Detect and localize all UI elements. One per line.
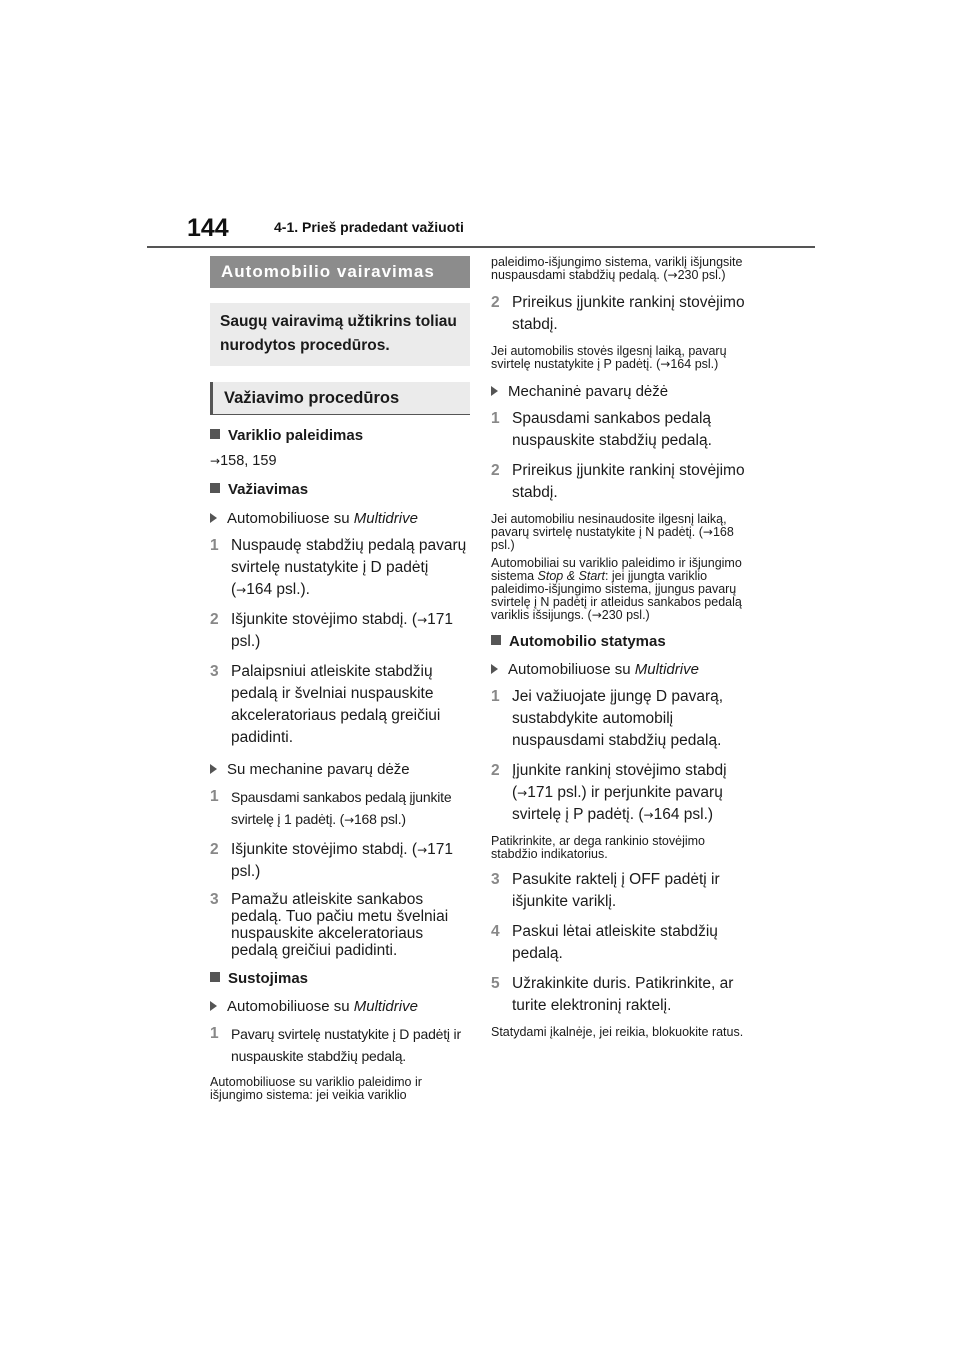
- step-item: 2 Išjunkite stovėjimo stabdį. (→171 psl.): [210, 841, 454, 880]
- step-item: 2 Prireikus įjunkite rankinį stovėjimo stabdį.: [491, 462, 745, 501]
- step-item: 3 Pamažu atleiskite sankabos pedalą. Tuo pačiu metu švelniai nuspauskite akceleratoriaus pedalą greičiui padidinti.: [210, 891, 449, 959]
- triangle-bullet-icon: [210, 764, 217, 774]
- step-item: 1 Spausdami sankabos pedalą nuspauskite stabdžių pedalą.: [491, 410, 712, 449]
- step-item: 1 Nuspaudę stabdžių pedalą pavarų svirtelę nustatykite į D padėtį (→164 psl.).: [210, 537, 467, 598]
- triangle-bullet-icon: [491, 664, 498, 674]
- banner-automobilio-vairavimas: Automobilio vairavimas: [210, 256, 470, 288]
- note-text: Jei automobilis stovės ilgesnį laiką, pavarų svirtelę nustatykite į P padėtį. (→164 psl.): [491, 344, 727, 371]
- heading-variklio-paleidimas: Variklio paleidimas: [210, 427, 470, 444]
- subheading-manual-stop: Mechaninė pavarų dėžė: [491, 383, 753, 400]
- note-text: Statydami įkalnėje, jei reikia, blokuokite ratus.: [491, 1025, 744, 1039]
- section-title: 4-1. Prieš pradedant važiuoti: [274, 219, 464, 235]
- step-item: 2 Prireikus įjunkite rankinį stovėjimo stabdį.: [491, 294, 745, 333]
- step-item: 3 Palaipsniui atleiskite stabdžių pedalą ir švelniai nuspauskite akceleratoriaus pedalą greičiui padidinti.: [210, 663, 441, 746]
- step-item: 5 Užrakinkite duris. Patikrinkite, ar turite elektroninį raktelį.: [491, 975, 734, 1014]
- triangle-bullet-icon: [210, 1001, 217, 1011]
- left-column: [210, 256, 470, 1102]
- square-bullet-icon: [210, 429, 220, 439]
- step-item: 1 Pavarų svirtelę nustatykite į D padėtį ir nuspauskite stabdžių pedalą.: [210, 1025, 461, 1064]
- step-item: 1 Jei važiuojate įjungę D pavarą, sustabdykite automobilį nuspausdami stabdžių pedalą.: [491, 688, 724, 749]
- intro-box: Saugų vairavimą užtikrins toliau nurodytos procedūros.: [210, 303, 470, 366]
- page-number: 144: [187, 214, 229, 242]
- step-item: 2 Išjunkite stovėjimo stabdį. (→171 psl.): [210, 611, 454, 650]
- heading-vaziavimas: Važiavimas: [210, 481, 470, 498]
- square-bullet-icon: [210, 483, 220, 493]
- square-bullet-icon: [491, 635, 501, 645]
- subheading-multidrive: Automobiliuose su Multidrive: [210, 510, 470, 527]
- right-column: [491, 256, 753, 1039]
- note-text: Automobiliuose su variklio paleidimo ir išjungimo sistema: jei veikia variklio: [210, 1075, 422, 1102]
- subheading-multidrive-park: Automobiliuose su Multidrive: [491, 661, 753, 678]
- note-text: Patikrinkite, ar dega rankinio stovėjimo stabdžio indikatorius.: [491, 834, 705, 861]
- note-text: paleidimo-išjungimo sistema, variklį išjungsite nuspausdami stabdžių pedalą. (→230 psl.): [491, 255, 743, 282]
- triangle-bullet-icon: [210, 513, 217, 523]
- step-item: 3 Pasukite raktelį į OFF padėtį ir išjunkite variklį.: [491, 871, 720, 910]
- step-item: 1 Spausdami sankabos pedalą įjunkite svirtelę į 1 padėtį. (→168 psl.): [210, 788, 452, 827]
- subheading-manual: Su mechanine pavarų dėže: [210, 761, 470, 778]
- subheading-multidrive-stop: Automobiliuose su Multidrive: [210, 998, 470, 1015]
- heading-sustojimas: Sustojimas: [210, 970, 470, 987]
- step-item: 2 Įjunkite rankinį stovėjimo stabdį (→171 psl.) ir perjunkite pavarų svirtelę į P padėtį. (→164 psl.): [491, 762, 727, 823]
- reference-start: →158, 159: [210, 453, 277, 469]
- page-header: [147, 210, 815, 248]
- note-text: Automobiliai su variklio paleidimo ir išjungimo sistema Stop & Start: jei įjungta variklio paleidimo-išjungimo sistema, įjungus pavarų svirtelę į N padėtį ir atleidus sankabos pedalą variklis išsijungs. (→230 psl.): [491, 556, 742, 622]
- arrow-icon: →: [210, 454, 221, 468]
- subheading-vaziavimo-proceduros: Važiavimo procedūros: [210, 382, 470, 415]
- triangle-bullet-icon: [491, 386, 498, 396]
- square-bullet-icon: [210, 972, 220, 982]
- note-text: Jei automobiliu nesinaudosite ilgesnį laiką, pavarų svirtelę nustatykite į N padėtį. (→168 psl.): [491, 512, 734, 552]
- step-item: 4 Paskui lėtai atleiskite stabdžių pedalą.: [491, 923, 718, 962]
- heading-automobilio-statymas: Automobilio statymas: [491, 633, 753, 650]
